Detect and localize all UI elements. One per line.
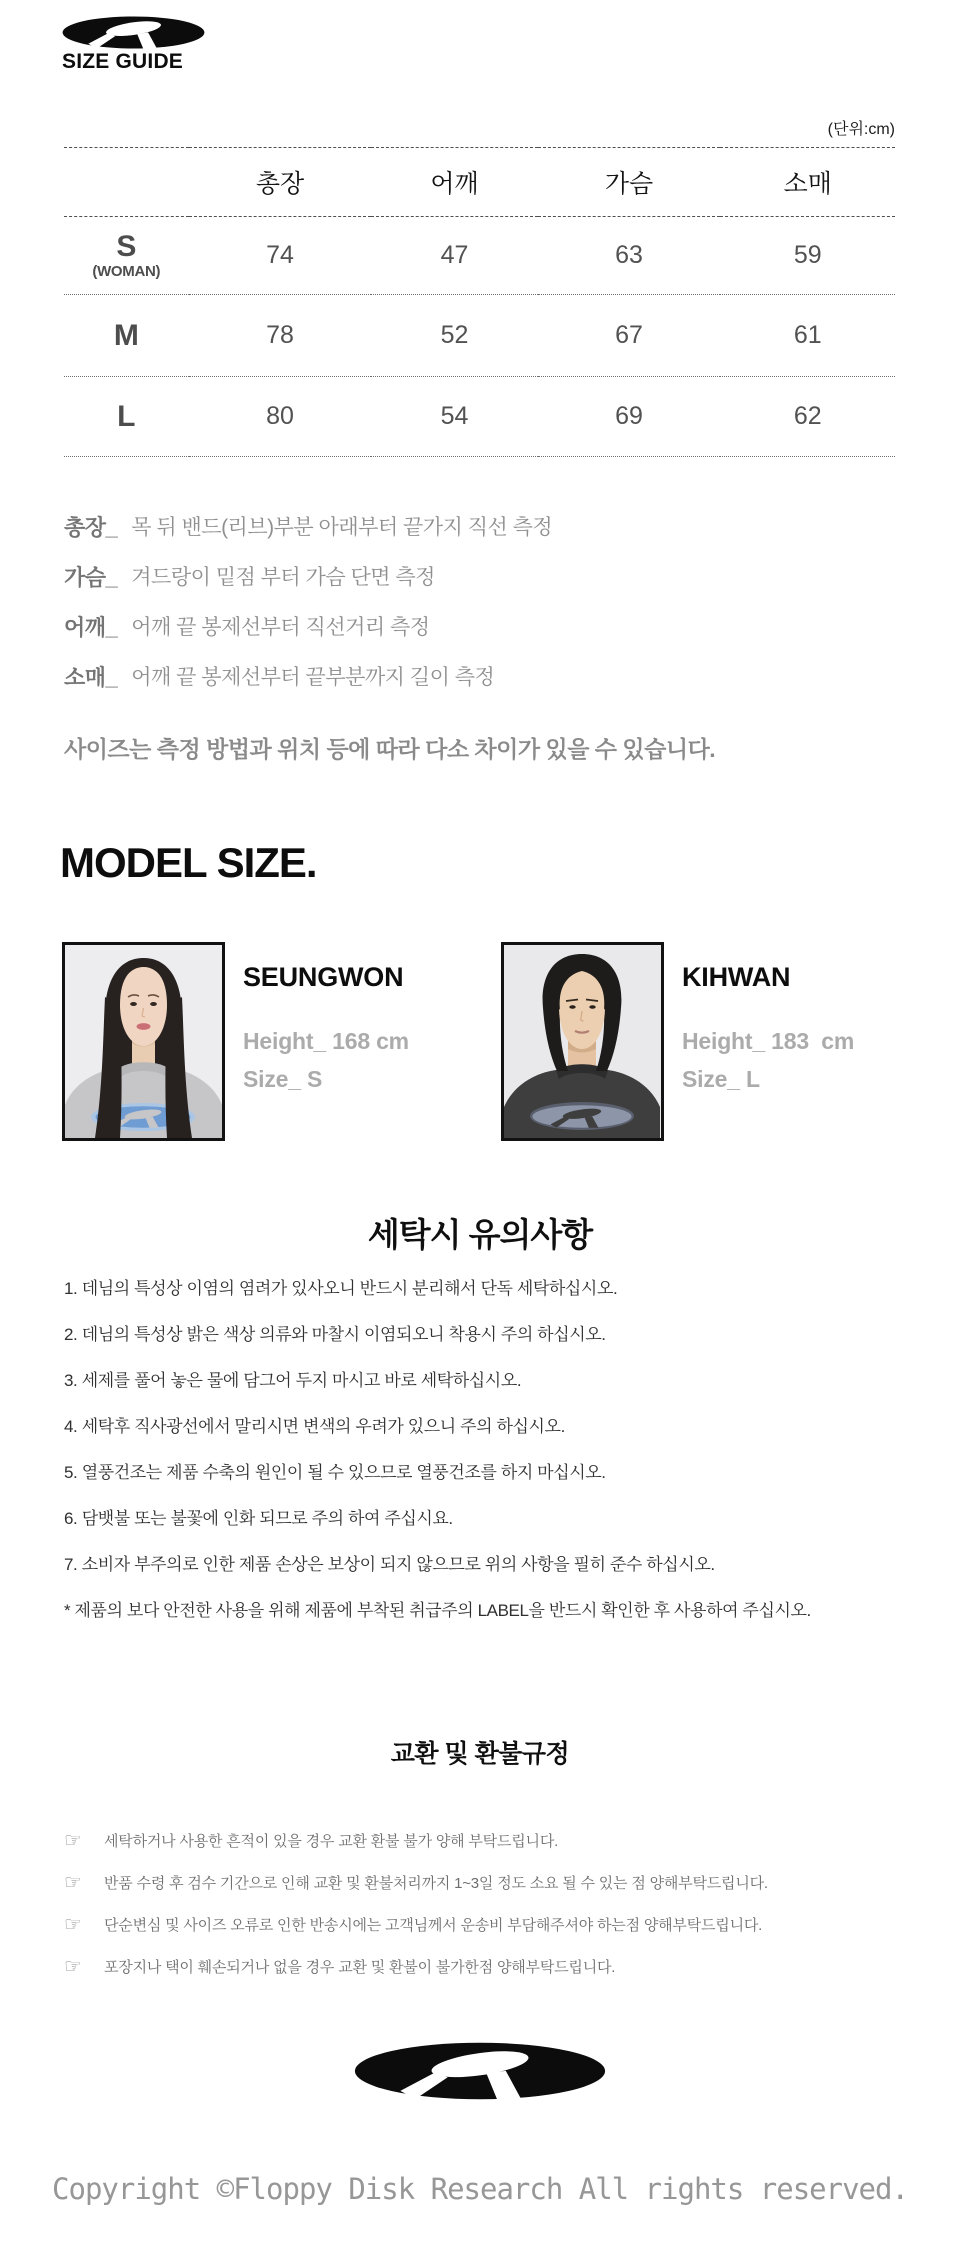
table-row-l [64, 377, 895, 457]
value-s-shoulder: 47 [440, 241, 469, 269]
model-cards [62, 942, 960, 1141]
washing-list [64, 1279, 896, 1575]
washing-item-5: 5. 열풍건조는 제품 수축의 원인이 될 수 있으므로 열풍건조를 하지 마십시오. [64, 1463, 606, 1482]
value-m-chest: 67 [615, 321, 643, 349]
pointing-hand-icon: ☞ [64, 1872, 82, 1894]
pointing-hand-icon: ☞ [64, 1914, 82, 1936]
value-m-shoulder: 52 [440, 321, 469, 349]
value-l-shoulder: 54 [440, 402, 469, 430]
washing-item-2: 2. 데님의 특성상 밝은 색상 의류와 마찰시 이염되오니 착용시 주의 하십시오. [64, 1325, 606, 1344]
woman-portrait-illustration [65, 945, 222, 1138]
column-header-shoulder: 어깨 [430, 170, 479, 198]
measure-line-shoulder: 어깨_ 어깨 끝 봉제선부터 직선거리 측정 [64, 614, 430, 640]
column-header-length: 총장 [255, 170, 305, 198]
table-row-s [64, 217, 895, 295]
refund-item-3: ☞ 단순변심 및 사이즈 오류로 인한 반송시에는 고객님께서 운송비 부담해주셔야 하는점 양해부탁드립니다. [64, 1914, 763, 1936]
measure-line-chest: 가슴_ 겨드랑이 밑점 부터 가슴 단면 측정 [64, 564, 435, 590]
value-s-sleeve: 59 [793, 241, 822, 269]
washing-item-1: 1. 데님의 특성상 이염의 염려가 있사오니 반드시 분리해서 단독 세탁하십시오. [64, 1279, 618, 1298]
copyright-text: Copyright ©Floppy Disk Research All rights reserved. [52, 2172, 908, 2206]
value-l-sleeve: 62 [793, 402, 822, 430]
refund-item-1: ☞ 세탁하거나 사용한 흔적이 있을 경우 교환 환불 불가 양해 부탁드립니다. [64, 1830, 559, 1852]
model-size: Size_ S [243, 1066, 323, 1092]
column-header-chest: 가슴 [604, 170, 654, 198]
model-name: SEUNGWON [243, 962, 404, 992]
model-photo-kihwan [501, 942, 664, 1141]
value-l-chest: 69 [615, 402, 643, 430]
brand-header [62, 16, 960, 72]
washing-item-4: 4. 세탁후 직사광선에서 말리시면 변색의 우려가 있으니 주의 하십시오. [64, 1417, 565, 1436]
washing-item-3: 3. 세제를 풀어 놓은 물에 담그어 두지 마시고 바로 세탁하십시오. [64, 1371, 522, 1390]
page-title: SIZE GUIDE [62, 50, 184, 73]
brand-logo-icon [62, 16, 205, 49]
size-disclaimer: 사이즈는 측정 방법과 위치 등에 따라 다소 차이가 있을 수 있습니다. [64, 736, 716, 762]
model-name: KIHWAN [682, 962, 791, 992]
measure-guide [64, 501, 960, 701]
washing-item-7: 7. 소비자 부주의로 인한 제품 손상은 보상이 되지 않으므로 위의 사항을 필히 준수 하십시오. [64, 1555, 715, 1574]
washing-footnote: * 제품의 보다 안전한 사용을 위해 제품에 부착된 취급주의 LABEL을 반드시 확인한 후 사용하여 주십시오. [64, 1601, 811, 1620]
washing-title: 세탁시 유의사항 [367, 1216, 593, 1253]
refund-title: 교환 및 환불규정 [390, 1740, 570, 1768]
column-header-sleeve: 소매 [783, 170, 832, 198]
model-photo-seungwon [62, 942, 225, 1141]
size-table-corner-cell [64, 148, 189, 217]
size-table [64, 147, 895, 457]
value-s-chest: 63 [615, 241, 643, 269]
size-label-m: M [113, 318, 139, 352]
refund-item-4: ☞ 포장지나 택이 훼손되거나 없을 경우 교환 및 환불이 불가한점 양해부탁드립니다. [64, 1956, 616, 1978]
man-portrait-illustration [504, 945, 661, 1138]
model-card-seungwon [62, 942, 501, 1141]
size-label-s: S (WOMAN) [92, 230, 161, 280]
washing-item-6: 6. 담뱃불 또는 불꽃에 인화 되므로 주의 하여 주십시요. [64, 1509, 453, 1528]
refund-list [64, 1831, 896, 1978]
size-label-l: L [117, 399, 136, 433]
unit-note: (단위:cm) [827, 121, 895, 138]
model-size: Size_ L [682, 1066, 760, 1092]
value-m-length: 78 [266, 321, 294, 349]
pointing-hand-icon: ☞ [64, 1830, 82, 1852]
model-info-kihwan [682, 942, 854, 1141]
value-l-length: 80 [266, 402, 294, 430]
measure-line-length: 총장_ 목 뒤 밴드(리브)부분 아래부터 끝가지 직선 측정 [64, 514, 553, 540]
value-s-length: 74 [266, 241, 294, 269]
model-size-title: MODEL SIZE. [60, 839, 317, 886]
model-height: Height_ 183 cm [682, 1028, 855, 1054]
value-m-sleeve: 61 [793, 321, 822, 349]
measure-line-sleeve: 소매_ 어깨 끝 봉제선부터 끝부분까지 길이 측정 [64, 664, 495, 690]
table-row-m [64, 295, 895, 377]
model-card-kihwan [501, 942, 854, 1141]
size-table-header-row [64, 148, 895, 217]
pointing-hand-icon: ☞ [64, 1956, 82, 1978]
model-height: Height_ 168 cm [243, 1028, 409, 1054]
model-info-seungwon [243, 942, 409, 1141]
refund-item-2: ☞ 반품 수령 후 검수 기간으로 인해 교환 및 환불처리까지 1~3일 정도 소요 될 수 있는 점 양해부탁드립니다. [64, 1872, 768, 1894]
footer-brand-logo-icon [350, 2042, 610, 2100]
